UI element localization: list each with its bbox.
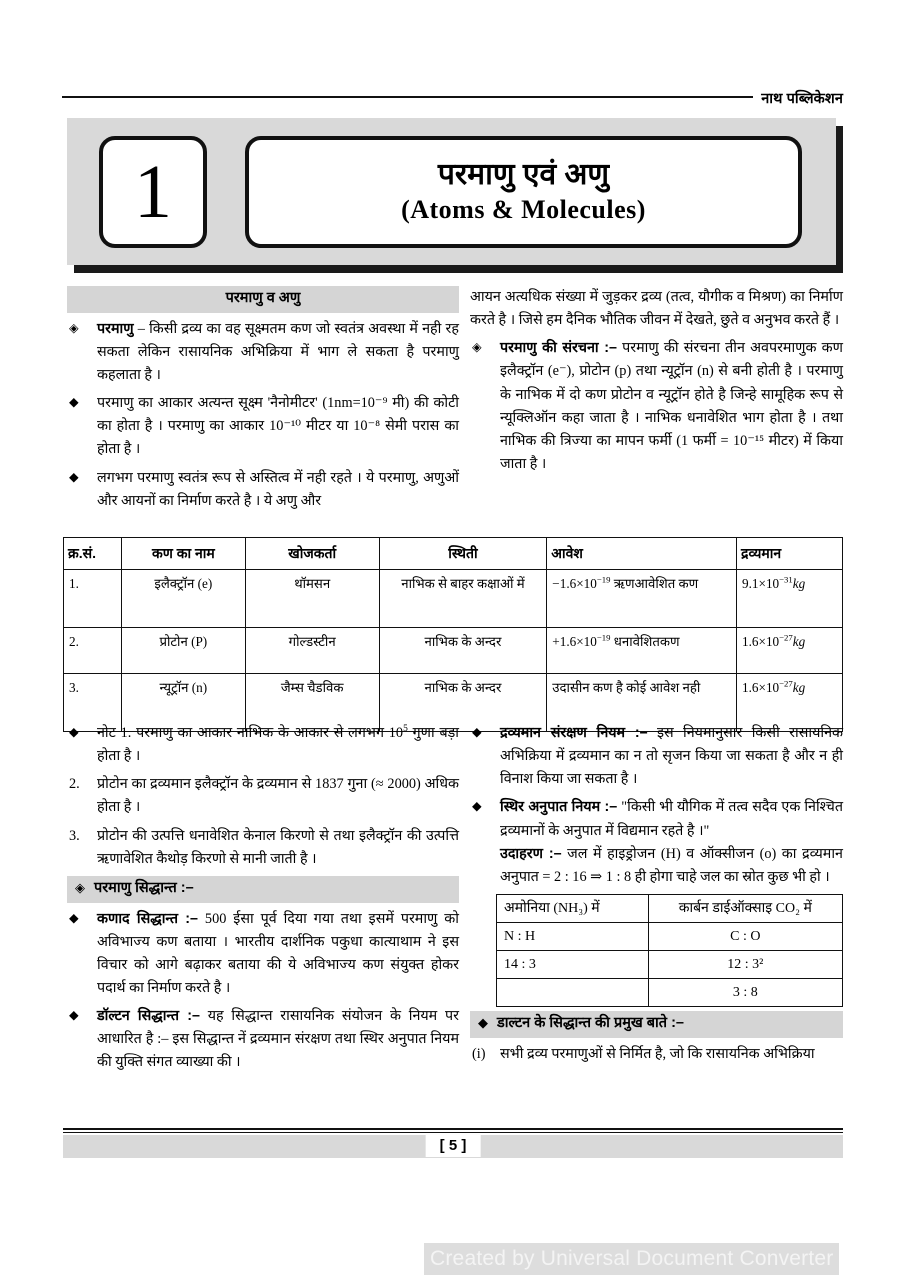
cell-mass [737, 628, 843, 674]
bullet-diamond-filled-icon: ◆ [69, 1008, 79, 1023]
list-item [67, 825, 459, 871]
page-number: [ 5 ] [426, 1134, 481, 1157]
list-item-text [500, 722, 843, 791]
term-body: इस नियमानुसार किसी रासायनिक अभिक्रिया में द्रव्यमान का न तो सृजन किया जा सकता है और न ही विनाश किया जा सकता है । [500, 725, 843, 788]
bullet-diamond-filled-icon: ◆ [69, 725, 79, 739]
term-body: यह सिद्धान्त रासायनिक संयोजन के नियम पर आधारित है :– इस सिद्धान्त नें द्रव्यमान संरक्षण तथा स्थिर अनुपात नियम की युक्ति संगत व्याख्या की । [97, 1008, 460, 1071]
section-heading-dalton-points [470, 1011, 843, 1038]
right-column-top [470, 286, 843, 481]
charge-mantissa: −1.6×10 [552, 576, 597, 592]
bullet-diamond-filled-icon: ◆ [472, 725, 482, 739]
cell-discoverer: थॉमसन [245, 570, 379, 628]
bullet-diamond-outline-icon: ◈ [75, 879, 85, 895]
column-header-charge: आवेश [547, 538, 737, 570]
cell-position: नाभिक से बाहर कक्षाओं में [379, 570, 547, 628]
cell-charge: उदासीन कण है कोई आवेश नही [547, 674, 737, 732]
list-item-text: प्रोटोन का द्रव्यमान इलैक्ट्रॉन के द्रव्यमान से 1837 गुना (≈ 2000) अधिक होता है । [97, 776, 459, 816]
charge-exponent: −19 [596, 574, 611, 585]
list-item-text: लगभग परमाणु स्वतंत्र रूप से अस्तित्व में नही रहते । ये परमाणु, अणुओं और आयनों का निर्माण करते है । ये अणु और [97, 469, 459, 509]
chapter-number: 1 [134, 149, 172, 234]
list-item [67, 318, 459, 387]
list-item-text: परमाणु का आकार अत्यन्त सूक्ष्म 'नैनोमीटर' (1nm=10⁻⁹ मी) की कोटी का होता है । परमाणु का आकार 10⁻¹⁰ मीटर या 10⁻⁸ सेमी परास का होता है । [97, 395, 459, 458]
right-column-bottom [470, 722, 843, 1071]
list-item [470, 796, 843, 889]
list-item-text: आयन अत्यधिक संख्या में जुड़कर द्रव्य (तत्व, यौगीक व मिश्रण) का निर्माण करते है । जिसे हम दैनिक भौतिक जीवन में देखते, छुते व अनुभव करते हैं । [470, 289, 843, 329]
list-item-text [97, 318, 459, 387]
cell-ratio-right: 3 : 8 [648, 979, 842, 1007]
column-header-position: स्थिती [379, 538, 547, 570]
mass-ratio-table [496, 894, 843, 1007]
note-text-a: नोट 1. परमाणु का आकार नाभिक के आकार से लगभग 10 [97, 725, 404, 741]
cell-name: प्रोटोन (P) [121, 628, 245, 674]
cell-serial: 3. [64, 674, 122, 732]
cell-ratio-left [497, 979, 649, 1007]
cell-charge [547, 628, 737, 674]
list-item-text: सभी द्रव्य परमाणुओं से निर्मित है, जो कि रासायनिक अभिक्रिया [500, 1045, 815, 1062]
table-row [497, 923, 843, 951]
list-item [67, 722, 459, 768]
bullet-diamond-filled-icon: ◆ [472, 799, 482, 814]
list-item [67, 392, 459, 461]
bullet-diamond-filled-icon: ◆ [69, 910, 79, 925]
left-column-top [67, 286, 459, 518]
term-lead: कणाद सिद्धान्त :– [97, 910, 199, 927]
list-item [470, 286, 843, 332]
list-item-text [500, 337, 843, 476]
table-row [497, 951, 843, 979]
table-header-row [497, 895, 843, 923]
example-body: जल में हाइड्रोजन (H) व ऑक्सीजन (o) का द्रव्यमान अनुपात = 2 : 16 ⇒ 1 : 8 ही होगा चाहे जल का स्रोत कुछ भी हो । [500, 845, 843, 885]
footer-rule-thick [63, 1128, 843, 1130]
term-body: 500 ईसा पूर्व दिया गया तथा इसमें परमाणु को अविभाज्य कण बताया । भारतीय दार्शनिक पकुधा कात्याथाम ने इस विचार को आगे बढ़ाकर बताया की ये अविभाज्य कण संयुक्त होकर पदार्थ का निर्माण करते है । [97, 910, 459, 996]
term-lead: डॉल्टन सिद्धान्त :– [97, 1008, 200, 1025]
page-footer [63, 1128, 843, 1158]
cell-name: इलैक्ट्रॉन (e) [121, 570, 245, 628]
mass-unit: kg [792, 576, 806, 592]
note-exponent: 5 [403, 724, 408, 735]
term-body: – किसी द्रव्य का वह सूक्ष्मतम कण जो स्वतंत्र अवस्था में नही रह सकता लेकिन रासायनिक अभिक्रिया में भाग ले सकता है परमाणु कहलाता है । [97, 320, 459, 383]
cell-ratio-left: 14 : 3 [497, 951, 649, 979]
cell-position: नाभिक के अन्दर [379, 674, 547, 732]
banner-body [67, 118, 836, 265]
mass-unit: kg [792, 634, 806, 650]
list-marker-number: 2. [69, 776, 80, 793]
cell-ratio-right: 12 : 3² [648, 951, 842, 979]
column-header-serial: क्र.सं. [64, 538, 122, 570]
mass-exponent: −27 [779, 678, 793, 689]
column-header-ammonia: अमोनिया (NH₃) में [497, 895, 649, 923]
column-header-mass: द्रव्यमान [737, 538, 843, 570]
term-lead: परमाणु [97, 320, 134, 337]
term-lead: द्रव्यमान संरक्षण नियम :– [500, 725, 648, 741]
table-row [64, 570, 843, 628]
section-heading-text: परमाणु सिद्धान्त :– [94, 879, 194, 896]
table-row [497, 979, 843, 1007]
list-item [470, 722, 843, 791]
section-heading-text: डाल्टन के सिद्धान्त की प्रमुख बाते :– [497, 1015, 684, 1032]
list-item [67, 467, 459, 513]
table-header-row [64, 538, 843, 570]
chapter-number-box [99, 136, 207, 248]
footer-rule-thin [63, 1132, 843, 1133]
chapter-banner [67, 118, 843, 273]
charge-mantissa: +1.6×10 [552, 634, 597, 650]
list-item [67, 773, 459, 819]
list-item-text [97, 722, 459, 768]
cell-discoverer: जैम्स चैडविक [245, 674, 379, 732]
term-lead: स्थिर अनुपात नियम :– [500, 799, 618, 816]
mass-exponent: −31 [779, 574, 793, 585]
list-item-text [97, 908, 459, 1001]
list-item-text [500, 796, 843, 889]
bullet-diamond-outline-icon: ◈ [472, 340, 482, 355]
term-lead: परमाणु की संरचना :– [500, 340, 617, 357]
cell-serial: 2. [64, 628, 122, 674]
note-text-b: गुणा बड़ा होता है । [97, 725, 459, 765]
cell-serial: 1. [64, 570, 122, 628]
watermark-universal-document-converter: Created by Universal Document Converter [424, 1243, 839, 1275]
cell-ratio-left: N : H [497, 923, 649, 951]
cell-mass [737, 570, 843, 628]
mass-exponent: −27 [779, 632, 793, 643]
list-item [470, 337, 843, 476]
chapter-title-hindi: परमाणु एवं अणु [437, 157, 610, 191]
chapter-title-english: (Atoms & Molecules) [401, 195, 646, 225]
header-rule [62, 96, 753, 98]
mass-mantissa: 1.6×10 [742, 680, 780, 696]
section-heading-paramanu-va-anu: परमाणु व अणु [67, 286, 459, 313]
cell-ratio-right: C : O [648, 923, 842, 951]
footer-bar [63, 1135, 843, 1158]
column-header-name: कण का नाम [121, 538, 245, 570]
list-item [67, 908, 459, 1001]
mass-mantissa: 9.1×10 [742, 576, 780, 592]
mass-mantissa: 1.6×10 [742, 634, 780, 650]
column-header-co2: कार्बन डाईऑक्साइ CO₂ में [648, 895, 842, 923]
left-column-bottom [67, 722, 459, 1080]
bullet-diamond-outline-icon: ◈ [69, 320, 79, 335]
section-heading-paramanu-siddhant [67, 876, 459, 903]
list-item-text [97, 1005, 459, 1074]
bullet-diamond-filled-icon: ◆ [478, 1015, 488, 1031]
publisher-name: नाथ पब्लिकेशन [761, 91, 843, 107]
list-item [67, 1005, 459, 1074]
charge-note: ऋणआवेशित कण [610, 576, 699, 592]
list-marker-roman: (i) [472, 1045, 486, 1062]
bullet-diamond-filled-icon: ◆ [69, 469, 79, 484]
list-item-text: प्रोटोन की उत्पत्ति धनावेशित केनाल किरणो से तथा इलैक्ट्रॉन की उत्पत्ति ऋणावेशित कैथोड़ किरणो से मानी जाती है । [97, 827, 459, 867]
term-body: "किसी भी यौगिक में तत्व सदैव एक निश्चित द्रव्यमानों के अनुपात में विद्यमान रहते है ।" [500, 799, 843, 839]
table-row [64, 628, 843, 674]
charge-exponent: −19 [596, 632, 611, 643]
page-header [62, 88, 843, 108]
cell-position: नाभिक के अन्दर [379, 628, 547, 674]
cell-charge [547, 570, 737, 628]
chapter-title-box [245, 136, 802, 248]
bullet-diamond-filled-icon: ◆ [69, 395, 79, 410]
cell-discoverer: गोल्डस्टीन [245, 628, 379, 674]
charge-note: धनावेशितकण [610, 634, 680, 650]
column-header-discoverer: खोजकर्ता [245, 538, 379, 570]
term-body: परमाणु की संरचना तीन अवपरमाणुक कण इलैक्ट्रॉन (e⁻), प्रोटोन (p) तथा न्यूट्रॉन (n) से बनी होती है । परमाणु के नाभिक में दो कण प्रोटोन व न्यूट्रॉन होते है जिन्हे सामूहिक रूप से न्यूक्लिऑन कहा जाता है । नाभिक धनावेशित भाग होता है । तथा नाभिक की त्रिज्या का मापन फर्मी (1 फर्मी = 10⁻¹⁵ मीटर) में किया जाता है । [500, 340, 843, 473]
list-item [470, 1043, 843, 1066]
cell-name: न्यूट्रॉन (n) [121, 674, 245, 732]
example-lead: उदाहरण :– [500, 845, 562, 862]
mass-unit: kg [792, 680, 806, 696]
list-marker-number: 3. [69, 827, 80, 844]
